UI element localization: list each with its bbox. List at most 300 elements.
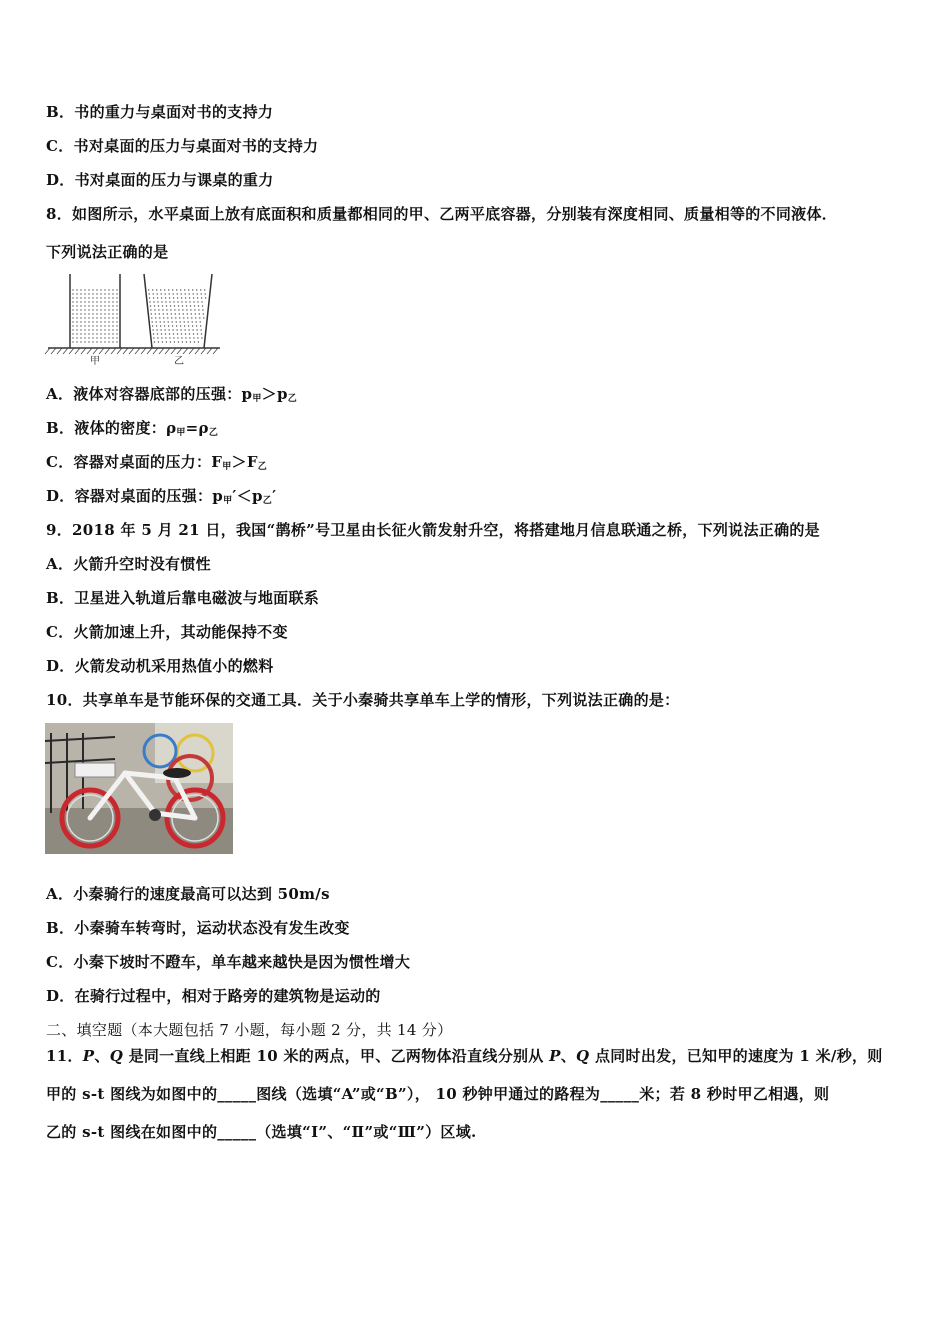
hatch-line bbox=[57, 348, 62, 354]
liquid-dot bbox=[84, 333, 85, 334]
hatch-line bbox=[183, 348, 188, 354]
liquid-dot bbox=[72, 309, 73, 310]
q7-option-d: D．书对桌面的压力与课桌的重力 bbox=[46, 171, 274, 189]
liquid-dot bbox=[200, 321, 201, 322]
liquid-dot bbox=[112, 325, 113, 326]
liquid-dot bbox=[161, 297, 162, 298]
liquid-dot bbox=[148, 289, 149, 290]
liquid-dot bbox=[72, 301, 73, 302]
liquid-dot bbox=[112, 305, 113, 306]
liquid-dot bbox=[72, 313, 73, 314]
liquid-dot bbox=[88, 297, 89, 298]
liquid-dot bbox=[116, 329, 117, 330]
liquid-dot bbox=[92, 321, 93, 322]
liquid-dot bbox=[112, 337, 113, 338]
liquid-dot bbox=[191, 317, 192, 318]
liquid-dot bbox=[152, 325, 153, 326]
liquid-dot bbox=[96, 305, 97, 306]
liquid-dot bbox=[188, 321, 189, 322]
liquid-dot bbox=[112, 301, 113, 302]
liquid-dot bbox=[157, 337, 158, 338]
liquid-dot bbox=[158, 305, 159, 306]
liquid-dot bbox=[76, 321, 77, 322]
liquid-dot bbox=[96, 313, 97, 314]
liquid-dot bbox=[92, 301, 93, 302]
q8-option-d bbox=[46, 486, 276, 511]
q9-option-a: A．火箭升空时没有惯性 bbox=[46, 555, 211, 573]
liquid-dot bbox=[80, 317, 81, 318]
liquid-dot bbox=[76, 309, 77, 310]
liquid-dot bbox=[156, 289, 157, 290]
liquid-dot bbox=[201, 333, 202, 334]
liquid-dot bbox=[76, 293, 77, 294]
liquid-dot bbox=[104, 301, 105, 302]
liquid-dot bbox=[104, 325, 105, 326]
q8-option-a-sub2: 乙 bbox=[287, 394, 298, 404]
liquid-dot bbox=[168, 289, 169, 290]
liquid-dot bbox=[104, 313, 105, 314]
liquid-dot bbox=[92, 325, 93, 326]
liquid-dot bbox=[177, 337, 178, 338]
liquid-dot bbox=[165, 293, 166, 294]
liquid-dot bbox=[92, 289, 93, 290]
liquid-dot bbox=[108, 317, 109, 318]
liquid-dot bbox=[108, 301, 109, 302]
liquid-dot bbox=[72, 337, 73, 338]
liquid-dot bbox=[163, 313, 164, 314]
liquid-dot bbox=[80, 337, 81, 338]
liquid-dot bbox=[166, 341, 167, 342]
liquid-dot bbox=[154, 309, 155, 310]
liquid-dot bbox=[100, 313, 101, 314]
liquid-dot bbox=[190, 305, 191, 306]
q11-line2: 甲的 s-t 图线为如图中的_____图线（选填“A”或“B”）， 10 秒钟甲通过的路程为_____米；若 8 秒时甲乙相遇，则 bbox=[46, 1085, 830, 1103]
liquid-dot bbox=[167, 317, 168, 318]
liquid-dot bbox=[180, 325, 181, 326]
liquid-dot bbox=[96, 333, 97, 334]
liquid-dot bbox=[161, 333, 162, 334]
liquid-dot bbox=[108, 313, 109, 314]
liquid-dot bbox=[166, 309, 167, 310]
q11-line1 bbox=[46, 1046, 883, 1066]
liquid-dot bbox=[184, 289, 185, 290]
label-jia: 甲 bbox=[90, 356, 100, 366]
liquid-dot bbox=[80, 333, 81, 334]
liquid-dot bbox=[202, 305, 203, 306]
liquid-dot bbox=[104, 309, 105, 310]
liquid-dot bbox=[108, 337, 109, 338]
liquid-dot bbox=[88, 333, 89, 334]
liquid-dot bbox=[189, 337, 190, 338]
liquid-dot bbox=[108, 329, 109, 330]
liquid-dot bbox=[80, 313, 81, 314]
liquid-dot bbox=[112, 297, 113, 298]
liquid-dot bbox=[170, 305, 171, 306]
liquid-dot bbox=[116, 305, 117, 306]
liquid-dot bbox=[76, 301, 77, 302]
liquid-dot bbox=[104, 341, 105, 342]
liquid-dot bbox=[179, 313, 180, 314]
liquid-dot bbox=[201, 301, 202, 302]
liquid-dot bbox=[80, 329, 81, 330]
hatch-line bbox=[105, 348, 110, 354]
q8-option-b-text: B．液体的密度：ρ bbox=[46, 419, 177, 437]
liquid-dot bbox=[185, 297, 186, 298]
liquid-dot bbox=[116, 321, 117, 322]
liquid-dot bbox=[153, 333, 154, 334]
liquid-dot bbox=[173, 293, 174, 294]
liquid-dot bbox=[100, 337, 101, 338]
q11-line3: 乙的 s-t 图线在如图中的_____（选填“Ⅰ”、“Ⅱ”或“Ⅲ”）区域. bbox=[46, 1123, 477, 1141]
liquid-dot bbox=[92, 293, 93, 294]
liquid-dot bbox=[157, 297, 158, 298]
liquid-dot bbox=[185, 337, 186, 338]
liquid-dot bbox=[156, 329, 157, 330]
liquid-dot bbox=[157, 333, 158, 334]
liquid-dot bbox=[187, 313, 188, 314]
liquid-dot bbox=[154, 341, 155, 342]
liquid-dot bbox=[108, 293, 109, 294]
liquid-dot bbox=[84, 337, 85, 338]
liquid-dot bbox=[88, 321, 89, 322]
liquid-dot bbox=[84, 317, 85, 318]
q8-option-d-sub1: 甲 bbox=[223, 496, 233, 506]
liquid-dot bbox=[76, 329, 77, 330]
shared-bike-photo bbox=[45, 723, 233, 854]
liquid-dot bbox=[161, 301, 162, 302]
liquid-dot bbox=[108, 289, 109, 290]
liquid-dot bbox=[196, 321, 197, 322]
q8-option-a-sub1: 甲 bbox=[252, 394, 262, 404]
q11-text1: 是同一直线上相距 10 米的两点，甲、乙两物体沿直线分别从 bbox=[123, 1047, 550, 1065]
liquid-dot bbox=[96, 321, 97, 322]
liquid-dot bbox=[116, 337, 117, 338]
liquid-dot bbox=[84, 289, 85, 290]
liquid-dot bbox=[76, 313, 77, 314]
liquid-dot bbox=[88, 305, 89, 306]
liquid-dot bbox=[193, 293, 194, 294]
liquid-dot bbox=[186, 309, 187, 310]
liquid-dot bbox=[165, 333, 166, 334]
liquid-dot bbox=[84, 313, 85, 314]
liquid-dot bbox=[84, 301, 85, 302]
hatch-line bbox=[177, 348, 182, 354]
liquid-dot bbox=[88, 341, 89, 342]
liquid-dot bbox=[153, 301, 154, 302]
liquid-dot bbox=[203, 317, 204, 318]
liquid-dot bbox=[76, 325, 77, 326]
liquid-dot bbox=[100, 297, 101, 298]
hatch-line bbox=[51, 348, 56, 354]
liquid-dot bbox=[100, 289, 101, 290]
liquid-dot bbox=[84, 325, 85, 326]
liquid-dot bbox=[72, 329, 73, 330]
liquid-dot bbox=[188, 329, 189, 330]
liquid-dot bbox=[153, 337, 154, 338]
liquid-dot bbox=[181, 337, 182, 338]
liquid-dot bbox=[192, 321, 193, 322]
table-hatch bbox=[45, 348, 218, 354]
hatch-line bbox=[153, 348, 158, 354]
liquid-dot bbox=[172, 289, 173, 290]
liquid-dot bbox=[164, 329, 165, 330]
liquid-dot bbox=[195, 317, 196, 318]
hatch-line bbox=[123, 348, 128, 354]
liquid-dot bbox=[169, 293, 170, 294]
hatch-line bbox=[201, 348, 206, 354]
liquid-dot bbox=[169, 333, 170, 334]
liquid-dot bbox=[80, 293, 81, 294]
liquid-dot bbox=[112, 309, 113, 310]
hatch-line bbox=[87, 348, 92, 354]
liquid-dot bbox=[80, 321, 81, 322]
hatch-line bbox=[75, 348, 80, 354]
liquid-dot bbox=[173, 337, 174, 338]
liquid-dot bbox=[149, 293, 150, 294]
liquid-dot bbox=[199, 317, 200, 318]
q8-option-b bbox=[46, 418, 218, 443]
liquid-dot bbox=[104, 289, 105, 290]
liquid-dot bbox=[193, 337, 194, 338]
q8-option-b-sub1: 甲 bbox=[176, 428, 186, 438]
liquid-dot bbox=[161, 337, 162, 338]
liquid-dot bbox=[194, 305, 195, 306]
liquid-dot bbox=[188, 325, 189, 326]
liquid-dot bbox=[157, 293, 158, 294]
q9-option-c: C．火箭加速上升，其动能保持不变 bbox=[46, 623, 288, 641]
liquid-dot bbox=[72, 325, 73, 326]
liquid-dot bbox=[165, 301, 166, 302]
liquid-dot bbox=[193, 301, 194, 302]
q8-option-a-text: A．液体对容器底部的压强：p bbox=[46, 385, 253, 403]
liquid-dot bbox=[108, 333, 109, 334]
liquid-dot bbox=[72, 289, 73, 290]
liquid-dot bbox=[198, 309, 199, 310]
liquid-dot bbox=[100, 293, 101, 294]
liquid-dot bbox=[155, 317, 156, 318]
liquid-dot bbox=[190, 341, 191, 342]
liquid-dot bbox=[100, 317, 101, 318]
liquid-dot bbox=[96, 289, 97, 290]
liquid-dot bbox=[162, 309, 163, 310]
liquid-dot bbox=[152, 289, 153, 290]
liquid-dot bbox=[108, 321, 109, 322]
liquid-dot bbox=[100, 301, 101, 302]
q8-option-b-sub2: 乙 bbox=[208, 428, 219, 438]
liquid-dot bbox=[198, 305, 199, 306]
liquid-dot bbox=[76, 337, 77, 338]
liquid-dot bbox=[80, 341, 81, 342]
liquid-dot bbox=[200, 289, 201, 290]
liquid-dot bbox=[164, 325, 165, 326]
section2-heading: 二、填空题（本大题包括 7 小题，每小题 2 分，共 14 分） bbox=[46, 1021, 453, 1039]
q8-stem-line2: 下列说法正确的是 bbox=[46, 243, 169, 261]
liquid-dot bbox=[192, 289, 193, 290]
liquid-dot bbox=[187, 317, 188, 318]
liquid-dot bbox=[176, 289, 177, 290]
liquid-dot bbox=[186, 341, 187, 342]
hatch-line bbox=[171, 348, 176, 354]
liquid-dot bbox=[80, 325, 81, 326]
liquid-dot bbox=[96, 297, 97, 298]
liquid-dot bbox=[201, 337, 202, 338]
liquid-dot bbox=[88, 289, 89, 290]
liquid-dot bbox=[178, 341, 179, 342]
liquid-dot bbox=[185, 333, 186, 334]
liquid-dot bbox=[92, 337, 93, 338]
container-jia bbox=[70, 274, 120, 348]
liquid-dot bbox=[185, 293, 186, 294]
hatch-line bbox=[141, 348, 146, 354]
liquid-dot bbox=[190, 309, 191, 310]
liquid-dot bbox=[72, 297, 73, 298]
liquid-dot bbox=[188, 289, 189, 290]
hatch-line bbox=[135, 348, 140, 354]
q8-option-c-text: C．容器对桌面的压力：F bbox=[46, 453, 223, 471]
hatch-line bbox=[117, 348, 122, 354]
liquid-dot bbox=[112, 321, 113, 322]
liquid-dot bbox=[156, 325, 157, 326]
liquid-dot bbox=[151, 313, 152, 314]
liquid-dot bbox=[92, 305, 93, 306]
liquid-dot bbox=[96, 329, 97, 330]
liquid-dot bbox=[184, 325, 185, 326]
liquid-dot bbox=[152, 321, 153, 322]
hatch-line bbox=[93, 348, 98, 354]
q11-text1b: 点同时出发，已知甲的速度为 1 米/秒，则 bbox=[589, 1047, 883, 1065]
liquid-dot bbox=[84, 309, 85, 310]
liquid-dot bbox=[112, 289, 113, 290]
liquid-dot bbox=[96, 317, 97, 318]
hatch-line bbox=[99, 348, 104, 354]
liquid-dot bbox=[116, 289, 117, 290]
liquid-dot bbox=[154, 305, 155, 306]
liquid-dot bbox=[160, 321, 161, 322]
liquid-dot bbox=[76, 317, 77, 318]
liquid-dot bbox=[169, 297, 170, 298]
q10-stem: 10．共享单车是节能环保的交通工具．关于小秦骑共享单车上学的情形，下列说法正确的是： bbox=[46, 691, 680, 709]
liquid-dot bbox=[169, 337, 170, 338]
liquid-dot bbox=[100, 333, 101, 334]
liquid-dot bbox=[196, 289, 197, 290]
liquid-dot bbox=[84, 297, 85, 298]
liquid-dot bbox=[168, 329, 169, 330]
liquid-dot bbox=[193, 297, 194, 298]
liquid-dot bbox=[100, 325, 101, 326]
liquid-dot bbox=[108, 305, 109, 306]
liquid-dot bbox=[158, 309, 159, 310]
liquid-dot bbox=[198, 341, 199, 342]
liquid-dot bbox=[191, 313, 192, 314]
liquid-dot bbox=[112, 317, 113, 318]
q10-option-d: D．在骑行过程中，相对于路旁的建筑物是运动的 bbox=[46, 987, 381, 1005]
liquid-dot bbox=[92, 333, 93, 334]
liquid-dot bbox=[196, 325, 197, 326]
container-yi bbox=[144, 274, 212, 348]
liquid-dot bbox=[176, 325, 177, 326]
liquid-dot bbox=[200, 325, 201, 326]
liquid-dot bbox=[205, 297, 206, 298]
liquid-dot bbox=[159, 317, 160, 318]
liquid-dot bbox=[182, 341, 183, 342]
q8-stem-line1: 8．如图所示，水平桌面上放有底面积和质量都相同的甲、乙两平底容器，分别装有深度相同、质量相等的不同液体． bbox=[46, 205, 838, 223]
hatch-line bbox=[45, 348, 50, 354]
liquid-dot bbox=[153, 297, 154, 298]
q11-point-p: P bbox=[82, 1047, 95, 1065]
liquid-dot bbox=[201, 293, 202, 294]
liquid-dot bbox=[116, 333, 117, 334]
liquid-dot bbox=[76, 305, 77, 306]
liquid-dot bbox=[96, 309, 97, 310]
liquid-dot bbox=[163, 317, 164, 318]
liquid-dot bbox=[184, 321, 185, 322]
liquid-dot bbox=[88, 325, 89, 326]
q9-option-d: D．火箭发动机采用热值小的燃料 bbox=[46, 657, 274, 675]
liquid-dot bbox=[197, 301, 198, 302]
hatch-line bbox=[189, 348, 194, 354]
liquid-dot bbox=[108, 325, 109, 326]
liquid-dot bbox=[92, 297, 93, 298]
liquid-dot bbox=[165, 337, 166, 338]
liquid-dot bbox=[160, 289, 161, 290]
liquid-dot bbox=[178, 305, 179, 306]
liquid-dot bbox=[177, 297, 178, 298]
liquid-dot bbox=[72, 341, 73, 342]
liquid-dot bbox=[172, 329, 173, 330]
liquid-dot bbox=[176, 329, 177, 330]
liquid-dot bbox=[108, 297, 109, 298]
liquid-dot bbox=[197, 293, 198, 294]
liquid-dot bbox=[112, 329, 113, 330]
liquid-dot bbox=[149, 297, 150, 298]
liquid-dot bbox=[162, 341, 163, 342]
liquid-dot bbox=[92, 313, 93, 314]
liquid-dot bbox=[196, 329, 197, 330]
liquid-dot bbox=[116, 297, 117, 298]
liquid-dot bbox=[204, 289, 205, 290]
liquid-dot bbox=[84, 293, 85, 294]
liquid-dot bbox=[159, 313, 160, 314]
hatch-line bbox=[165, 348, 170, 354]
liquid-dot bbox=[104, 333, 105, 334]
liquid-dot bbox=[100, 321, 101, 322]
liquid-dot bbox=[96, 301, 97, 302]
liquid-dot bbox=[100, 341, 101, 342]
liquid-dot bbox=[165, 297, 166, 298]
liquid-dot bbox=[184, 329, 185, 330]
liquid-dot bbox=[168, 325, 169, 326]
liquid-dot bbox=[92, 341, 93, 342]
liquid-dots bbox=[72, 289, 206, 342]
liquid-dot bbox=[104, 293, 105, 294]
liquid-dot bbox=[84, 321, 85, 322]
liquid-dot bbox=[152, 329, 153, 330]
q9-option-b: B．卫星进入轨道后靠电磁波与地面联系 bbox=[46, 589, 320, 607]
liquid-dot bbox=[153, 293, 154, 294]
liquid-dot bbox=[96, 337, 97, 338]
liquid-dot bbox=[88, 309, 89, 310]
liquid-dot bbox=[186, 305, 187, 306]
liquid-dot bbox=[80, 301, 81, 302]
q10-option-b: B．小秦骑车转弯时，运动状态没有发生改变 bbox=[46, 919, 350, 937]
liquid-dot bbox=[177, 293, 178, 294]
liquid-dot bbox=[88, 301, 89, 302]
liquid-dot bbox=[155, 313, 156, 314]
liquid-dot bbox=[170, 309, 171, 310]
liquid-dot bbox=[116, 325, 117, 326]
liquid-dot bbox=[179, 317, 180, 318]
liquid-dot bbox=[175, 317, 176, 318]
